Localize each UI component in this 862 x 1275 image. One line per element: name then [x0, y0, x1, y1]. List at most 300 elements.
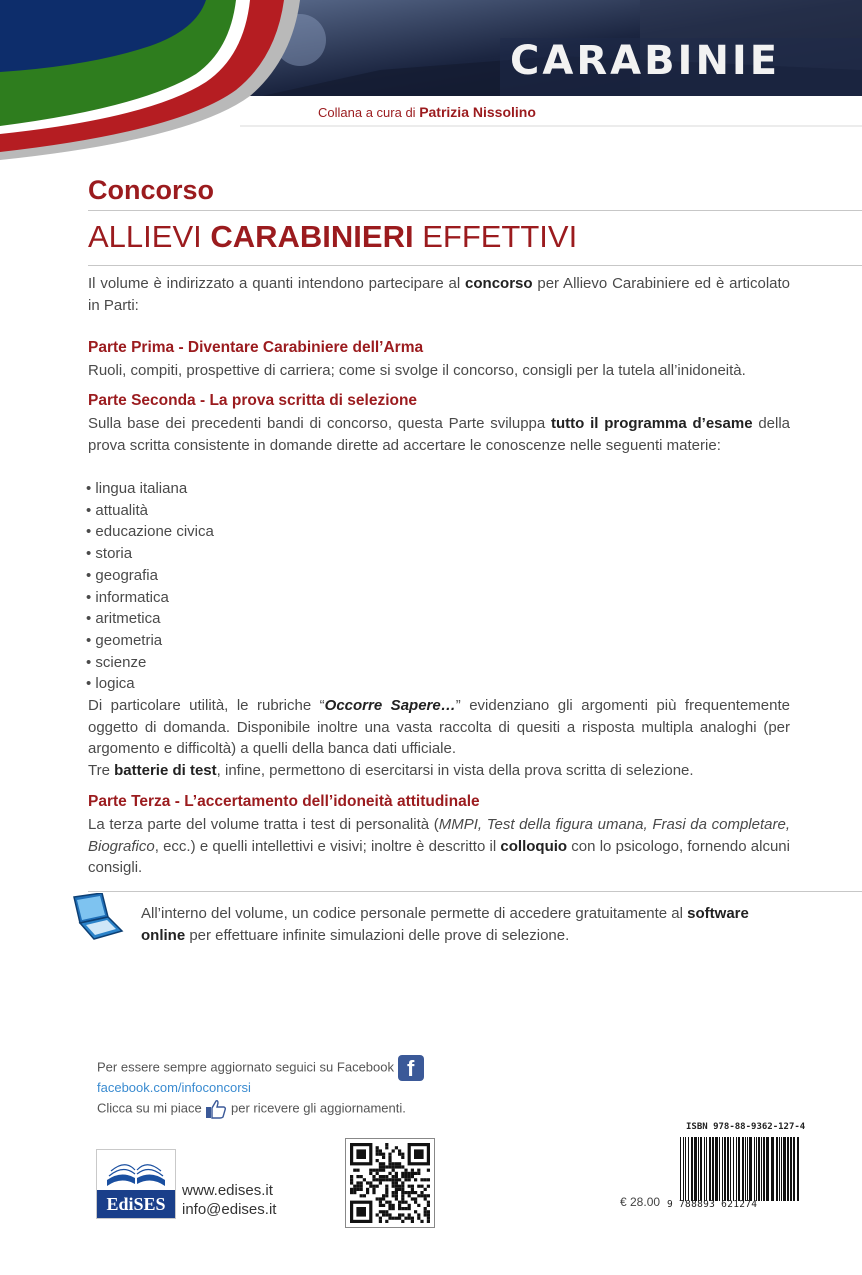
qr-module — [414, 1197, 417, 1200]
qr-module — [379, 1165, 382, 1168]
facebook-icon[interactable]: f — [398, 1055, 424, 1081]
qr-module — [408, 1207, 411, 1210]
batterie-text-c: , infine, permettono di esercitarsi in vista della prova scritta di selezione. — [216, 762, 694, 779]
rubriche-text-c: ” evidenziano gli argomenti più frequentemente oggetto di domanda. Disponibile inoltre una vasta raccolta di quesiti a risposta multipla analoghi (per argomento e difficoltà) a quelli della banca dati ufficiale. — [88, 697, 790, 758]
barcode-bar — [688, 1137, 689, 1201]
batterie-text-b: batterie di test — [114, 762, 217, 779]
qr-module — [376, 1169, 379, 1172]
barcode-bar — [709, 1137, 711, 1201]
qr-module — [398, 1213, 401, 1216]
qr-module — [398, 1201, 401, 1204]
qr-module — [388, 1153, 391, 1156]
title-concorso: Concorso — [88, 175, 215, 205]
publisher-contacts — [182, 1181, 276, 1219]
barcode-bar — [779, 1137, 780, 1201]
barcode-bar — [763, 1137, 765, 1201]
qr-module — [379, 1210, 382, 1213]
barcode-bar — [736, 1137, 737, 1201]
qr-module — [398, 1188, 401, 1191]
qr-module — [414, 1191, 417, 1194]
qr-module — [411, 1217, 414, 1220]
qr-module — [385, 1201, 388, 1204]
qr-module — [388, 1217, 391, 1220]
qr-module — [395, 1175, 398, 1178]
barcode-bar — [683, 1137, 684, 1201]
qr-module — [404, 1178, 407, 1181]
qr-module — [376, 1146, 379, 1149]
barcode-bar — [766, 1137, 769, 1201]
qr-module — [376, 1172, 379, 1175]
qr-module — [379, 1169, 382, 1172]
qr-module — [411, 1169, 414, 1172]
qr-code-pattern — [350, 1143, 430, 1223]
parte3-text-c: , ecc.) e quelli intellettivi e visivi; inoltre è descritto il — [154, 837, 501, 855]
qr-module — [360, 1188, 363, 1191]
car-lettering: CARABINIE — [510, 38, 781, 84]
qr-module — [427, 1178, 430, 1181]
software-rule — [88, 891, 862, 892]
barcode-bar — [733, 1137, 734, 1201]
qr-module — [408, 1172, 411, 1175]
barcode-bar — [797, 1137, 799, 1201]
qr-finder-core — [414, 1149, 424, 1159]
qr-module — [417, 1185, 420, 1188]
rubriche-text-a: Di particolare utilità, le rubriche “ — [88, 697, 325, 714]
qr-module — [408, 1217, 411, 1220]
qr-module — [408, 1175, 411, 1178]
qr-module — [404, 1172, 407, 1175]
barcode-bar — [685, 1137, 686, 1201]
intro-text-c: per Allievo Carabiniere ed è articolato in Parti: — [88, 275, 790, 314]
qr-module — [350, 1181, 353, 1184]
qr-module — [385, 1165, 388, 1168]
open-book-icon — [97, 1150, 175, 1190]
qr-module — [414, 1201, 417, 1204]
qr-module — [427, 1210, 430, 1213]
list-item: • informatica — [86, 587, 214, 609]
qr-module — [427, 1217, 430, 1220]
qr-module — [379, 1204, 382, 1207]
qr-module — [424, 1178, 427, 1181]
qr-module — [401, 1194, 404, 1197]
barcode-bar — [742, 1137, 744, 1201]
qr-module — [398, 1162, 401, 1165]
batterie-text-a: Tre — [88, 762, 115, 779]
qr-module — [372, 1169, 375, 1172]
qr-module — [360, 1185, 363, 1188]
qr-module — [417, 1194, 420, 1197]
series-prefix: Collana a cura di — [318, 105, 416, 120]
email-link[interactable]: info@edises.it — [182, 1201, 277, 1218]
barcode-bar — [754, 1137, 755, 1201]
qr-module — [379, 1181, 382, 1184]
qr-module — [379, 1162, 382, 1165]
price-label: € 28.00 — [620, 1195, 661, 1209]
qr-module — [420, 1178, 423, 1181]
qr-module — [356, 1181, 359, 1184]
qr-module — [401, 1175, 404, 1178]
barcode-bar — [712, 1137, 714, 1201]
qr-module — [376, 1185, 379, 1188]
qr-module — [379, 1178, 382, 1181]
qr-module — [395, 1217, 398, 1220]
qr-module — [356, 1185, 359, 1188]
intro-text-a: Il volume è indirizzato a quanti intendono partecipare al — [88, 275, 466, 292]
barcode-bar — [745, 1137, 746, 1201]
qr-module — [353, 1188, 356, 1191]
qr-module — [392, 1185, 395, 1188]
barcode-bar — [704, 1137, 705, 1201]
qr-module — [417, 1213, 420, 1216]
qr-module — [372, 1191, 375, 1194]
qr-module — [369, 1169, 372, 1172]
barcode-bar — [738, 1137, 740, 1201]
qr-module — [385, 1146, 388, 1149]
qr-module — [369, 1181, 372, 1184]
intro-text-b: concorso — [465, 275, 533, 292]
qr-module — [379, 1220, 382, 1223]
software-text-c: per effettuare infinite simulazioni delle prove di selezione. — [185, 926, 570, 944]
like-text-a: Clicca su mi piace — [97, 1100, 202, 1116]
qr-module — [401, 1188, 404, 1191]
qr-module — [388, 1201, 391, 1204]
logo-wordmark: EdiSES — [97, 1190, 175, 1218]
title-part-3: EFFETTIVI — [413, 219, 578, 254]
qr-module — [401, 1153, 404, 1156]
website-link[interactable]: www.edises.it — [182, 1182, 273, 1199]
qr-module — [427, 1204, 430, 1207]
qr-module — [379, 1201, 382, 1204]
qr-module — [388, 1172, 391, 1175]
qr-module — [376, 1153, 379, 1156]
parte3-paragraph — [88, 814, 790, 879]
qr-module — [392, 1181, 395, 1184]
like-text-b: per ricevere gli aggiornamenti. — [231, 1100, 406, 1116]
qr-module — [411, 1185, 414, 1188]
software-text-a: All’interno del volume, un codice personale permette di accedere gratuitamente al — [141, 905, 688, 922]
barcode-bar — [722, 1137, 723, 1201]
rubriche-name: Occorre Sapere… — [324, 697, 456, 714]
qr-module — [366, 1181, 369, 1184]
list-item: • geografia — [86, 565, 214, 587]
barcode-bar — [787, 1137, 789, 1201]
qr-module — [392, 1165, 395, 1168]
title-rule-top — [88, 210, 862, 211]
qr-module — [388, 1156, 391, 1159]
qr-module — [401, 1191, 404, 1194]
isbn-label: ISBN 978-88-9362-127-4 — [686, 1122, 806, 1132]
qr-module — [392, 1178, 395, 1181]
qr-module — [350, 1175, 353, 1178]
qr-module — [395, 1197, 398, 1200]
qr-module — [382, 1194, 385, 1197]
qr-module — [382, 1165, 385, 1168]
edises-logo — [96, 1149, 176, 1219]
qr-module — [395, 1146, 398, 1149]
parte2-heading: Parte Seconda - La prova scritta di selezione — [88, 392, 418, 409]
qr-module — [385, 1220, 388, 1223]
qr-module — [350, 1178, 353, 1181]
qr-module — [388, 1159, 391, 1162]
qr-module — [401, 1207, 404, 1210]
qr-module — [376, 1159, 379, 1162]
qr-module — [411, 1191, 414, 1194]
barcode-bar — [730, 1137, 731, 1201]
qr-module — [408, 1185, 411, 1188]
qr-module — [360, 1175, 363, 1178]
qr-module — [350, 1191, 353, 1194]
qr-module — [424, 1194, 427, 1197]
parte2-intro — [88, 413, 790, 456]
qr-module — [398, 1178, 401, 1181]
qr-code — [345, 1138, 435, 1228]
qr-module — [427, 1220, 430, 1223]
qr-module — [404, 1175, 407, 1178]
barcode-bar — [694, 1137, 697, 1201]
qr-module — [427, 1194, 430, 1197]
qr-module — [392, 1217, 395, 1220]
qr-module — [411, 1175, 414, 1178]
software-text-b: software online — [141, 905, 749, 944]
qr-module — [424, 1213, 427, 1216]
qr-module — [385, 1175, 388, 1178]
qr-module — [382, 1175, 385, 1178]
parte2-text-a: Sulla base dei precedenti bandi di concorso, questa Parte sviluppa — [88, 415, 552, 432]
qr-module — [424, 1197, 427, 1200]
qr-module — [411, 1197, 414, 1200]
qr-module — [392, 1162, 395, 1165]
qr-module — [392, 1204, 395, 1207]
qr-module — [398, 1204, 401, 1207]
list-item: • lingua italiana — [86, 478, 214, 500]
qr-module — [360, 1181, 363, 1184]
barcode-bar — [793, 1137, 795, 1201]
barcode-bar — [680, 1137, 681, 1201]
parte2-text-c: della prova scritta consistente in domande dirette ad accertare le conoscenze nelle seguenti materie: — [88, 415, 791, 454]
qr-module — [427, 1185, 430, 1188]
qr-module — [427, 1201, 430, 1204]
barcode-bar — [783, 1137, 786, 1201]
qr-module — [404, 1217, 407, 1220]
thumbs-up-icon — [205, 1099, 227, 1119]
qr-module — [408, 1213, 411, 1216]
title-part-2: CARABINIERI — [210, 219, 414, 254]
qr-module — [398, 1207, 401, 1210]
qr-module — [388, 1207, 391, 1210]
qr-module — [372, 1178, 375, 1181]
qr-module — [385, 1210, 388, 1213]
parte1-heading: Parte Prima - Diventare Carabiniere dell’Arma — [88, 339, 424, 356]
qr-module — [395, 1162, 398, 1165]
barcode-bar — [776, 1137, 778, 1201]
qr-module — [382, 1210, 385, 1213]
parte3-text-d: colloquio — [500, 837, 568, 855]
qr-module — [401, 1156, 404, 1159]
qr-module — [382, 1204, 385, 1207]
qr-module — [408, 1204, 411, 1207]
list-item: • geometria — [86, 630, 214, 652]
qr-module — [420, 1194, 423, 1197]
qr-module — [395, 1188, 398, 1191]
qr-module — [350, 1188, 353, 1191]
qr-module — [382, 1178, 385, 1181]
qr-module — [382, 1197, 385, 1200]
header-banner — [0, 0, 862, 160]
like-line — [97, 1099, 406, 1119]
series-editor-line — [318, 104, 536, 120]
qr-module — [404, 1191, 407, 1194]
qr-module — [382, 1153, 385, 1156]
qr-module — [392, 1175, 395, 1178]
qr-module — [417, 1217, 420, 1220]
qr-module — [388, 1213, 391, 1216]
title-part-1: ALLIEVI — [88, 219, 211, 254]
qr-module — [401, 1181, 404, 1184]
qr-module — [417, 1204, 420, 1207]
barcode-bar — [724, 1137, 726, 1201]
qr-module — [417, 1169, 420, 1172]
list-item: • educazione civica — [86, 521, 214, 543]
qr-module — [353, 1169, 356, 1172]
qr-module — [388, 1165, 391, 1168]
qr-module — [395, 1181, 398, 1184]
barcode-digits: 9 788893 621274 — [667, 1199, 758, 1210]
barcode-bar — [771, 1137, 774, 1201]
qr-module — [392, 1207, 395, 1210]
qr-finder-core — [356, 1207, 366, 1217]
qr-module — [414, 1178, 417, 1181]
parte3-text-b: MMPI, Test della figura umana, Frasi da completare, Biografico — [88, 816, 790, 855]
qr-module — [411, 1220, 414, 1223]
parte3-text-e: con lo psicologo, fornendo alcuni consigli. — [88, 837, 790, 877]
qr-module — [424, 1188, 427, 1191]
qr-module — [379, 1197, 382, 1200]
qr-module — [411, 1188, 414, 1191]
qr-module — [363, 1178, 366, 1181]
qr-module — [404, 1207, 407, 1210]
qr-module — [353, 1191, 356, 1194]
parte2-batterie-paragraph — [88, 760, 798, 782]
qr-module — [401, 1197, 404, 1200]
qr-module — [356, 1188, 359, 1191]
qr-module — [382, 1169, 385, 1172]
qr-module — [379, 1217, 382, 1220]
barcode-bar — [747, 1137, 748, 1201]
barcode-bar — [790, 1137, 792, 1201]
qr-module — [385, 1185, 388, 1188]
barcode-bar — [719, 1137, 720, 1201]
qr-module — [382, 1162, 385, 1165]
qr-module — [401, 1172, 404, 1175]
qr-module — [427, 1169, 430, 1172]
qr-module — [382, 1213, 385, 1216]
barcode-bar — [706, 1137, 707, 1201]
qr-module — [372, 1185, 375, 1188]
qr-module — [392, 1149, 395, 1152]
qr-module — [385, 1178, 388, 1181]
parte3-heading: Parte Terza - L’accertamento dell’idoneità attitudinale — [88, 793, 480, 810]
subjects-list — [86, 478, 214, 695]
qr-module — [424, 1207, 427, 1210]
parte1-text: Ruoli, compiti, prospettive di carriera; come si svolge il concorso, consigli per la tutela all’inidoneità. — [88, 362, 746, 379]
list-item: • scienze — [86, 652, 214, 674]
qr-module — [360, 1194, 363, 1197]
qr-module — [395, 1172, 398, 1175]
qr-module — [392, 1169, 395, 1172]
qr-module — [408, 1178, 411, 1181]
qr-module — [424, 1210, 427, 1213]
qr-module — [398, 1185, 401, 1188]
qr-module — [385, 1188, 388, 1191]
facebook-link[interactable]: facebook.com/infoconcorsi — [97, 1080, 251, 1095]
qr-module — [414, 1210, 417, 1213]
qr-module — [420, 1220, 423, 1223]
qr-module — [388, 1162, 391, 1165]
parte2-text-b: tutto il programma d’esame — [551, 415, 753, 432]
barcode-bar — [756, 1137, 757, 1201]
qr-module — [395, 1178, 398, 1181]
qr-module — [379, 1153, 382, 1156]
qr-module — [417, 1172, 420, 1175]
barcode-bar — [781, 1137, 782, 1201]
facebook-line — [97, 1055, 424, 1081]
qr-module — [401, 1185, 404, 1188]
qr-module — [376, 1149, 379, 1152]
qr-module — [398, 1149, 401, 1152]
qr-module — [395, 1165, 398, 1168]
qr-module — [376, 1178, 379, 1181]
barcode-bar — [758, 1137, 760, 1201]
intro-paragraph — [88, 273, 790, 316]
software-paragraph — [141, 903, 791, 946]
list-item: • logica — [86, 673, 214, 695]
barcode-bar — [749, 1137, 752, 1201]
barcode-bar — [727, 1137, 729, 1201]
qr-module — [356, 1169, 359, 1172]
qr-module — [395, 1194, 398, 1197]
barcode-bar — [761, 1137, 762, 1201]
qr-module — [401, 1220, 404, 1223]
qr-module — [414, 1172, 417, 1175]
qr-finder-core — [356, 1149, 366, 1159]
qr-module — [420, 1191, 423, 1194]
qr-module — [388, 1204, 391, 1207]
qr-module — [398, 1165, 401, 1168]
qr-module — [398, 1217, 401, 1220]
qr-module — [379, 1175, 382, 1178]
qr-module — [382, 1156, 385, 1159]
qr-module — [379, 1149, 382, 1152]
qr-module — [392, 1194, 395, 1197]
qr-module — [395, 1185, 398, 1188]
series-editor-name: Patrizia Nissolino — [419, 104, 536, 120]
qr-module — [427, 1213, 430, 1216]
qr-module — [369, 1185, 372, 1188]
qr-module — [366, 1188, 369, 1191]
barcode-bar — [691, 1137, 693, 1201]
qr-module — [385, 1194, 388, 1197]
qr-module — [395, 1191, 398, 1194]
qr-module — [366, 1191, 369, 1194]
barcode-bar — [715, 1137, 718, 1201]
list-item: • attualità — [86, 500, 214, 522]
qr-module — [404, 1169, 407, 1172]
qr-module — [369, 1172, 372, 1175]
qr-module — [398, 1153, 401, 1156]
parte2-rubriche-paragraph — [88, 695, 790, 760]
qr-module — [401, 1165, 404, 1168]
list-item: • storia — [86, 543, 214, 565]
